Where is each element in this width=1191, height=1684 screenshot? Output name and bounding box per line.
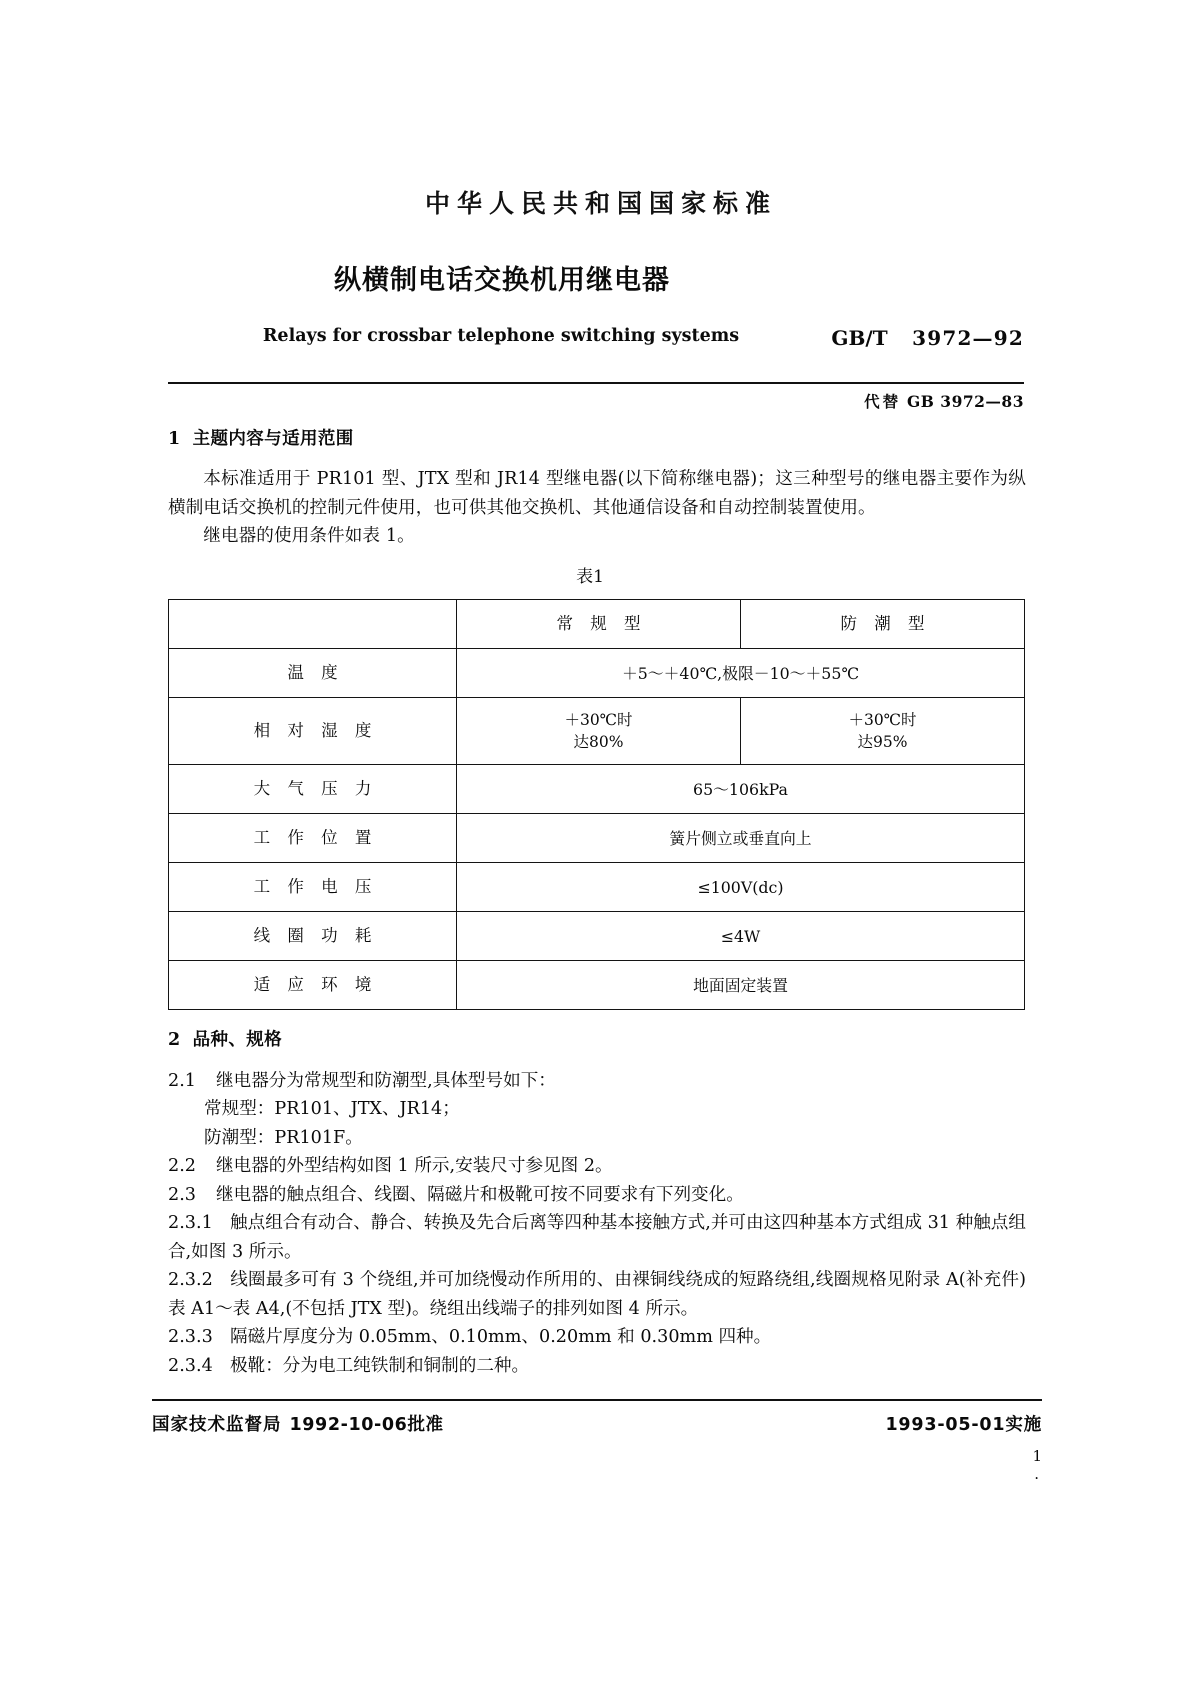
section-1-number: 1 xyxy=(168,429,181,449)
standard-title-en: Relays for crossbar telephone switching systems xyxy=(262,326,740,346)
footer-divider xyxy=(152,1399,1042,1401)
document-header xyxy=(168,180,1024,411)
row-value-humidity-moisture xyxy=(741,698,1025,765)
table-row xyxy=(169,698,1025,765)
section-2-title: 品种、规格 xyxy=(192,1030,283,1051)
row-label-environment: 适 应 环 境 xyxy=(169,961,457,1010)
replaces-note xyxy=(864,390,1024,412)
page-number-dot: . xyxy=(1034,1465,1039,1483)
section-1-paragraph-2: 继电器的使用条件如表 1。 xyxy=(203,526,415,547)
page-number: 1 xyxy=(1032,1447,1042,1465)
national-standard-label: 中华人民共和国国家标准 xyxy=(424,189,777,218)
row-label-atmospheric-pressure: 大 气 压 力 xyxy=(169,765,457,814)
table-row-header xyxy=(169,600,1025,649)
clause-2-3-2-text: 线圈最多可有 3 个绕组,并可加绕慢动作所用的、由裸铜线绕成的短路绕组,线圈规格见附录 A(补充件)表 A1～表 A4,(不包括 JTX 型)。绕组出线端子的排列如图 4 所示。 xyxy=(168,1270,1026,1319)
row-label-working-position: 工 作 位 置 xyxy=(169,814,457,863)
table-row xyxy=(169,912,1025,961)
clause-2-3-3 xyxy=(168,1323,1026,1352)
implementation-label: 实施 xyxy=(1005,1415,1042,1435)
document-body xyxy=(168,425,1026,1380)
approval-date: 1992-10-06 xyxy=(289,1415,408,1435)
table-row xyxy=(169,814,1025,863)
standard-number-value: 3972—92 xyxy=(912,326,1024,350)
issuing-agency: 国家技术监督局 xyxy=(152,1415,282,1435)
clause-2-3-1 xyxy=(168,1209,1026,1266)
clause-2-1-number: 2.1 xyxy=(168,1070,196,1091)
row-value-atmospheric-pressure: 65～106kPa xyxy=(457,765,1025,814)
section-2-heading xyxy=(168,1026,1026,1054)
table-row xyxy=(169,863,1025,912)
clause-2-1 xyxy=(168,1067,1026,1096)
clause-2-1-item-moisture-text: 防潮型：PR101F。 xyxy=(204,1127,363,1148)
humidity-moisture-line1: ＋30℃时 xyxy=(848,710,917,729)
table-row xyxy=(169,649,1025,698)
clause-2-3-1-number: 2.3.1 xyxy=(168,1213,213,1234)
row-value-environment: 地面固定装置 xyxy=(457,961,1025,1010)
section-1-paragraph-1: 本标准适用于 PR101 型、JTX 型和 JR14 型继电器(以下简称继电器)；这三种型号的继电器主要作为纵横制电话交换机的控制元件使用，也可供其他交换机、其他通信设备和自动控制装置使用。 xyxy=(168,469,1026,518)
replaces-value: GB 3972—83 xyxy=(907,392,1024,411)
clause-2-1-item-normal-text: 常规型：PR101、JTX、JR14； xyxy=(204,1099,460,1120)
clause-2-2-number: 2.2 xyxy=(168,1156,196,1177)
standard-number xyxy=(831,326,1024,350)
clause-2-3-4 xyxy=(168,1352,1026,1381)
clause-2-3-1-text: 触点组合有动合、静合、转换及先合后离等四种基本接触方式,并可由这四种基本方式组成 31 种触点组合,如图 3 所示。 xyxy=(168,1213,1026,1262)
clause-2-3-2-number: 2.3.2 xyxy=(168,1270,213,1291)
document-footer xyxy=(152,1399,1042,1483)
clause-2-3-3-number: 2.3.3 xyxy=(168,1327,213,1348)
footer-row xyxy=(152,1411,1042,1436)
standard-number-prefix: GB/T xyxy=(831,326,888,350)
clause-2-3-3-text: 隔磁片厚度分为 0.05mm、0.10mm、0.20mm 和 0.30mm 四种。 xyxy=(230,1327,772,1348)
clause-2-3-4-text: 极靴：分为电工纯铁制和铜制的二种。 xyxy=(230,1355,530,1376)
replaces-label: 代替 xyxy=(864,392,902,411)
table-row xyxy=(169,961,1025,1010)
clause-2-1-item-normal xyxy=(168,1095,1026,1124)
clause-2-3 xyxy=(168,1181,1026,1210)
section-2-number: 2 xyxy=(168,1030,181,1051)
clause-2-3-4-number: 2.3.4 xyxy=(168,1355,213,1376)
footer-implementation xyxy=(885,1411,1042,1436)
clause-2-1-item-moisture xyxy=(168,1124,1026,1153)
clause-2-1-text: 继电器分为常规型和防潮型,具体型号如下： xyxy=(216,1070,556,1091)
row-value-working-voltage: ≤100V(dc) xyxy=(457,863,1025,912)
row-value-humidity-normal xyxy=(457,698,741,765)
table-header-normal-type: 常 规 型 xyxy=(457,600,741,649)
table-1-caption: 表1 xyxy=(576,566,604,587)
row-value-temperature: ＋5～＋40℃,极限－10～＋55℃ xyxy=(457,649,1025,698)
table-row xyxy=(169,765,1025,814)
table-1 xyxy=(168,599,1025,1010)
footer-approval xyxy=(152,1411,444,1436)
humidity-moisture-line2: 达95% xyxy=(857,733,908,752)
row-label-coil-power: 线 圈 功 耗 xyxy=(169,912,457,961)
approval-label: 批准 xyxy=(407,1415,444,1435)
section-1-heading xyxy=(168,425,1026,453)
row-value-coil-power: ≤4W xyxy=(457,912,1025,961)
row-label-relative-humidity: 相 对 湿 度 xyxy=(169,698,457,765)
header-divider xyxy=(168,382,1024,384)
humidity-normal-line1: ＋30℃时 xyxy=(564,710,633,729)
clause-2-3-number: 2.3 xyxy=(168,1184,196,1205)
clause-2-2-text: 继电器的外型结构如图 1 所示,安装尺寸参见图 2。 xyxy=(216,1156,613,1177)
table-header-blank xyxy=(169,600,457,649)
table-header-moisture-proof-type: 防 潮 型 xyxy=(741,600,1025,649)
row-value-working-position: 簧片侧立或垂直向上 xyxy=(457,814,1025,863)
row-label-working-voltage: 工 作 电 压 xyxy=(169,863,457,912)
implementation-date: 1993-05-01 xyxy=(885,1415,1006,1435)
standard-title-cn: 纵横制电话交换机用继电器 xyxy=(334,265,670,296)
section-1-title: 主题内容与适用范围 xyxy=(192,429,354,449)
humidity-normal-line2: 达80% xyxy=(573,733,624,752)
clause-2-2 xyxy=(168,1152,1026,1181)
clause-2-3-text: 继电器的触点组合、线圈、隔磁片和极靴可按不同要求有下列变化。 xyxy=(216,1184,744,1205)
clause-2-3-2 xyxy=(168,1266,1026,1323)
row-label-temperature: 温 度 xyxy=(169,649,457,698)
